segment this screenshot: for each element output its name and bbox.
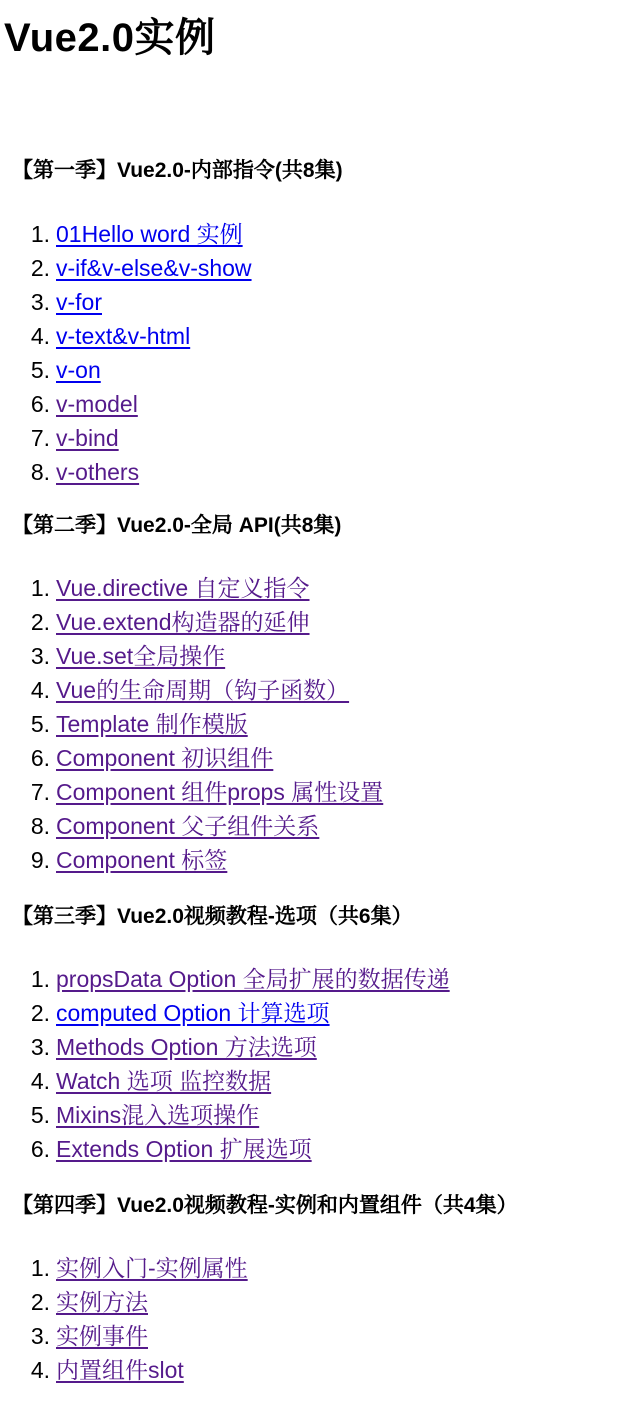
list-item <box>0 962 636 996</box>
list-item <box>0 741 636 775</box>
episode-number: 3. <box>30 289 50 315</box>
list-item <box>0 1285 636 1319</box>
episode-link[interactable]: propsData Option 全局扩展的数据传递 <box>56 966 450 992</box>
episode-link[interactable]: Extends Option 扩展选项 <box>56 1136 312 1162</box>
list-item <box>0 387 636 421</box>
list-item <box>0 285 636 319</box>
season-heading: 【第三季】Vue2.0视频教程-选项（共6集） <box>12 905 413 928</box>
episode-link[interactable]: Component 初识组件 <box>56 745 274 771</box>
episode-number: 3. <box>30 1323 50 1349</box>
episode-number: 2. <box>30 609 50 635</box>
episode-link[interactable]: Component 父子组件关系 <box>56 813 320 839</box>
episode-link[interactable]: Template 制作模版 <box>56 711 248 737</box>
episode-link[interactable]: v-if&v-else&v-show <box>56 255 252 281</box>
list-item <box>0 996 636 1030</box>
episode-link[interactable]: Component 组件props 属性设置 <box>56 779 384 805</box>
list-item <box>0 673 636 707</box>
episode-list <box>0 571 636 877</box>
episode-link[interactable]: 实例事件 <box>56 1323 148 1349</box>
list-item <box>0 1251 636 1285</box>
season-4 <box>0 1191 636 1387</box>
episode-link[interactable]: v-for <box>56 289 102 315</box>
episode-link[interactable]: 实例入门-实例属性 <box>56 1255 248 1281</box>
episode-list <box>0 1251 636 1387</box>
episode-link[interactable]: Watch 选项 监控数据 <box>56 1068 272 1094</box>
list-item <box>0 353 636 387</box>
episode-number: 6. <box>30 745 50 771</box>
episode-link[interactable]: Vue.directive 自定义指令 <box>56 575 310 601</box>
episode-link[interactable]: 内置组件slot <box>56 1357 184 1383</box>
episode-link[interactable]: computed Option 计算选项 <box>56 1000 330 1026</box>
season-heading: 【第一季】Vue2.0-内部指令(共8集) <box>12 159 343 182</box>
episode-link[interactable]: Component 标签 <box>56 847 228 873</box>
list-item <box>0 605 636 639</box>
episode-number: 5. <box>30 357 50 383</box>
season-3 <box>0 902 636 1166</box>
episode-number: 9. <box>30 847 50 873</box>
episode-number: 7. <box>30 425 50 451</box>
episode-number: 1. <box>30 575 50 601</box>
episode-link[interactable]: v-bind <box>56 425 119 451</box>
episode-number: 3. <box>30 1034 50 1060</box>
episode-number: 2. <box>30 255 50 281</box>
episode-number: 5. <box>30 1102 50 1128</box>
episode-link[interactable]: Methods Option 方法选项 <box>56 1034 317 1060</box>
episode-number: 8. <box>30 813 50 839</box>
episode-link[interactable]: v-text&v-html <box>56 323 191 349</box>
episode-link[interactable]: 01Hello word 实例 <box>56 221 243 247</box>
page-title: Vue2.0实例 <box>4 16 216 60</box>
list-item <box>0 319 636 353</box>
list-item <box>0 707 636 741</box>
episode-link[interactable]: 实例方法 <box>56 1289 148 1315</box>
episode-link[interactable]: v-others <box>56 459 140 485</box>
episode-number: 4. <box>30 1068 50 1094</box>
episode-link[interactable]: Vue的生命周期（钩子函数） <box>56 677 350 703</box>
list-item <box>0 843 636 877</box>
episode-number: 6. <box>30 391 50 417</box>
list-item <box>0 1132 636 1166</box>
season-heading: 【第二季】Vue2.0-全局 API(共8集) <box>12 514 342 537</box>
list-item <box>0 1319 636 1353</box>
list-item <box>0 251 636 285</box>
list-item <box>0 421 636 455</box>
season-heading: 【第四季】Vue2.0视频教程-实例和内置组件（共4集） <box>12 1194 518 1217</box>
list-item <box>0 1064 636 1098</box>
episode-list <box>0 217 636 489</box>
list-item <box>0 1030 636 1064</box>
episode-link[interactable]: v-on <box>56 357 101 383</box>
episode-number: 1. <box>30 221 50 247</box>
episode-number: 7. <box>30 779 50 805</box>
list-item <box>0 455 636 489</box>
episode-link[interactable]: Vue.extend构造器的延伸 <box>56 609 310 635</box>
episode-number: 4. <box>30 323 50 349</box>
list-item <box>0 809 636 843</box>
episode-number: 2. <box>30 1000 50 1026</box>
episode-number: 4. <box>30 1357 50 1383</box>
list-item <box>0 571 636 605</box>
episode-number: 5. <box>30 711 50 737</box>
season-2 <box>0 511 636 877</box>
season-1 <box>0 156 636 489</box>
episode-number: 6. <box>30 1136 50 1162</box>
list-item <box>0 639 636 673</box>
episode-link[interactable]: Vue.set全局操作 <box>56 643 226 669</box>
list-item <box>0 217 636 251</box>
episode-number: 8. <box>30 459 50 485</box>
episode-number: 3. <box>30 643 50 669</box>
episode-link[interactable]: Mixins混入选项操作 <box>56 1102 260 1128</box>
list-item <box>0 775 636 809</box>
episode-number: 1. <box>30 1255 50 1281</box>
episode-link[interactable]: v-model <box>56 391 138 417</box>
list-item <box>0 1353 636 1387</box>
episode-list <box>0 962 636 1166</box>
episode-number: 4. <box>30 677 50 703</box>
episode-number: 1. <box>30 966 50 992</box>
episode-number: 2. <box>30 1289 50 1315</box>
list-item <box>0 1098 636 1132</box>
